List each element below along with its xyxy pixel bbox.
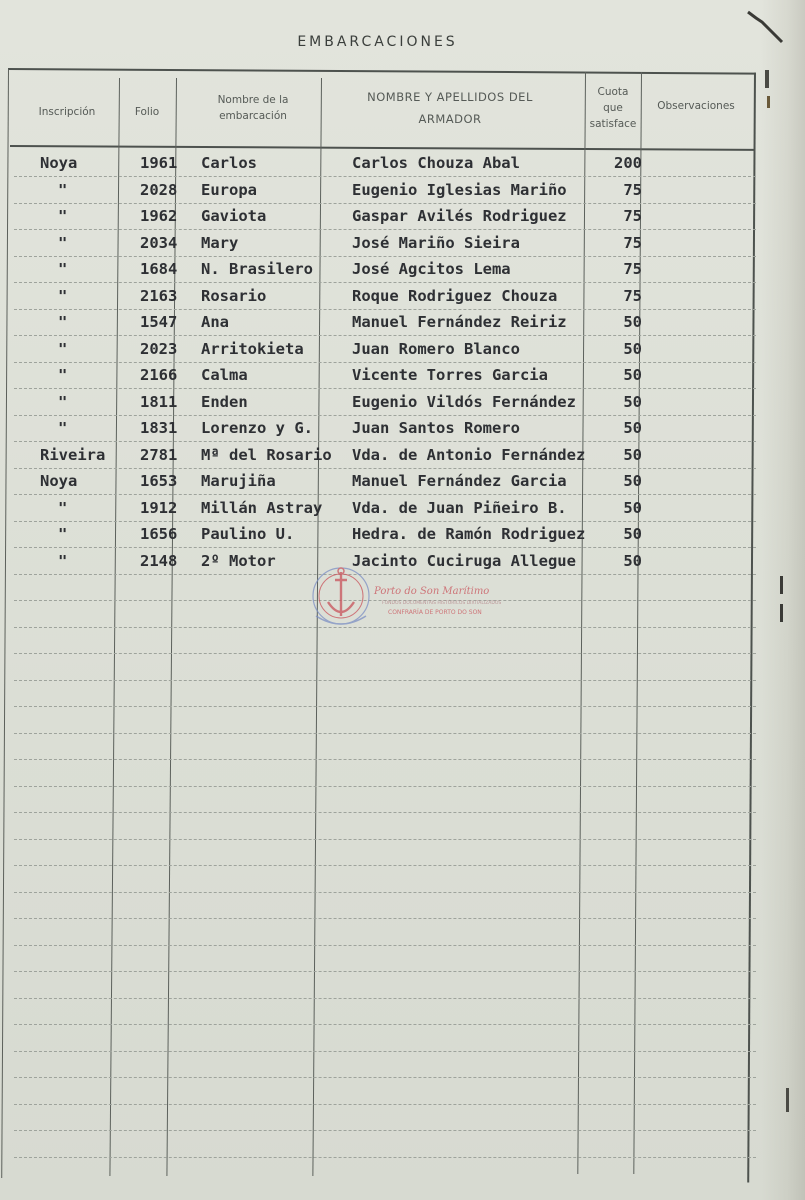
page-title: EMBARCACIONES — [297, 34, 458, 50]
cell-folio: 2163 — [140, 286, 178, 305]
cell-inscripcion: " — [58, 180, 68, 199]
cell-cuota: 50 — [623, 445, 642, 464]
cell-inscripcion: Riveira — [40, 445, 106, 464]
cell-cuota: 50 — [623, 551, 642, 570]
cell-armador: Roque Rodriguez Chouza — [352, 286, 558, 305]
cell-nombre-embarcacion: Europa — [201, 180, 257, 199]
cell-folio: 2034 — [140, 233, 178, 252]
cell-folio: 1547 — [140, 313, 178, 331]
cell-armador: Vda. de Juan Piñeiro B. — [352, 498, 567, 517]
cell-nombre-embarcacion: N. Brasilero — [201, 260, 313, 278]
cell-inscripcion: " — [58, 313, 68, 331]
cell-folio: 1684 — [140, 260, 178, 278]
cell-cuota: 50 — [623, 525, 642, 543]
header-inscripcion: Inscripción — [38, 106, 96, 118]
cell-cuota: 50 — [623, 366, 642, 384]
cell-folio: 1961 — [140, 154, 178, 172]
cell-inscripcion: " — [58, 286, 68, 305]
cell-armador: Vicente Torres Garcia — [352, 366, 548, 384]
cell-inscripcion: " — [58, 498, 68, 517]
cell-nombre-embarcacion: 2º Motor — [201, 551, 276, 570]
watermark-line1: Porto do Son Marítimo — [374, 586, 490, 597]
cell-nombre-embarcacion: Mª del Rosario — [201, 445, 332, 464]
cell-nombre-embarcacion: Mary — [201, 233, 239, 252]
cell-armador: Hedra. de Ramón Rodriguez — [352, 525, 586, 543]
cell-inscripcion: " — [58, 525, 68, 543]
watermark-line2: FONDOS DOCUMENTAIS HISTÓRICOS DIXITALIZADOS — [382, 601, 502, 606]
cell-armador: Carlos Chouza Abal — [352, 154, 520, 172]
cell-inscripcion: Noya — [40, 154, 78, 172]
watermark-line3: CONFRARÍA DE PORTO DO SON — [388, 609, 482, 616]
cell-folio: 1912 — [140, 498, 178, 517]
cell-cuota: 50 — [623, 313, 642, 331]
cell-inscripcion: " — [58, 260, 68, 278]
cell-inscripcion: " — [58, 233, 68, 252]
cell-cuota: 50 — [623, 339, 642, 358]
header-nombre-embarcacion: Nombre de la embarcación — [217, 94, 289, 122]
cell-armador: Vda. de Antonio Fernández — [352, 445, 586, 464]
cell-inscripcion: " — [58, 419, 68, 437]
cell-armador: Juan Santos Romero — [352, 419, 520, 437]
cell-nombre-embarcacion: Calma — [201, 366, 248, 384]
cell-folio: 2166 — [140, 366, 178, 384]
header-armador: NOMBRE Y APELLIDOS DEL ARMADOR — [367, 90, 533, 126]
cell-armador: Manuel Fernández Reiriz — [352, 313, 567, 331]
tear-mark-icon — [748, 12, 782, 42]
cell-inscripcion: " — [58, 551, 68, 570]
punch-mark-icon — [780, 604, 783, 622]
cell-armador: Eugenio Vildós Fernández — [352, 392, 576, 411]
cell-cuota: 50 — [623, 472, 642, 490]
header-cuota: Cuota que satisface — [589, 86, 637, 130]
cell-nombre-embarcacion: Rosario — [201, 286, 267, 305]
cell-armador: José Mariño Sieira — [352, 233, 520, 252]
punch-mark-icon — [780, 576, 783, 594]
cell-folio: 1831 — [140, 419, 178, 437]
cell-inscripcion: " — [58, 392, 68, 411]
punch-mark-icon — [765, 70, 769, 88]
cell-nombre-embarcacion: Enden — [201, 392, 248, 411]
cell-cuota: 50 — [623, 498, 642, 517]
cell-nombre-embarcacion: Ana — [201, 313, 229, 331]
punch-mark-icon — [786, 1088, 789, 1112]
cell-inscripcion: " — [58, 366, 68, 384]
cell-cuota: 75 — [623, 207, 642, 225]
cell-cuota: 50 — [623, 419, 642, 437]
cell-cuota: 75 — [623, 260, 642, 278]
punch-mark-icon — [767, 96, 770, 108]
cell-cuota: 75 — [623, 286, 642, 305]
cell-folio: 2148 — [140, 551, 178, 570]
cell-armador: Juan Romero Blanco — [352, 339, 520, 358]
cell-folio: 1653 — [140, 472, 178, 490]
cell-inscripcion: Noya — [40, 472, 78, 490]
cell-armador: Jacinto Cuciruga Allegue — [352, 551, 576, 570]
cell-inscripcion: " — [58, 207, 68, 225]
cell-folio: 1656 — [140, 525, 178, 543]
cell-nombre-embarcacion: Paulino U. — [201, 525, 295, 543]
header-folio: Folio — [134, 106, 160, 118]
cell-cuota: 75 — [623, 233, 642, 252]
cell-nombre-embarcacion: Carlos — [201, 154, 257, 172]
cell-folio: 2781 — [140, 445, 178, 464]
cell-nombre-embarcacion: Millán Astray — [201, 498, 323, 517]
cell-inscripcion: " — [58, 339, 68, 358]
cell-folio: 1811 — [140, 392, 178, 411]
cell-armador: José Agcitos Lema — [352, 260, 511, 278]
cell-folio: 1962 — [140, 207, 178, 225]
cell-nombre-embarcacion: Gaviota — [201, 207, 267, 225]
cell-nombre-embarcacion: Arritokieta — [201, 339, 304, 358]
cell-armador: Gaspar Avilés Rodriguez — [352, 207, 567, 225]
cell-folio: 2023 — [140, 339, 178, 358]
cell-nombre-embarcacion: Marujiña — [201, 472, 276, 490]
cell-armador: Manuel Fernández Garcia — [352, 472, 567, 490]
cell-cuota: 50 — [623, 392, 642, 411]
cell-nombre-embarcacion: Lorenzo y G. — [201, 419, 313, 437]
cell-cuota: 75 — [623, 180, 642, 199]
cell-armador: Eugenio Iglesias Mariño — [352, 180, 567, 199]
cell-cuota: 200 — [614, 154, 642, 172]
cell-folio: 2028 — [140, 180, 178, 199]
header-observaciones: Observaciones — [657, 100, 735, 112]
